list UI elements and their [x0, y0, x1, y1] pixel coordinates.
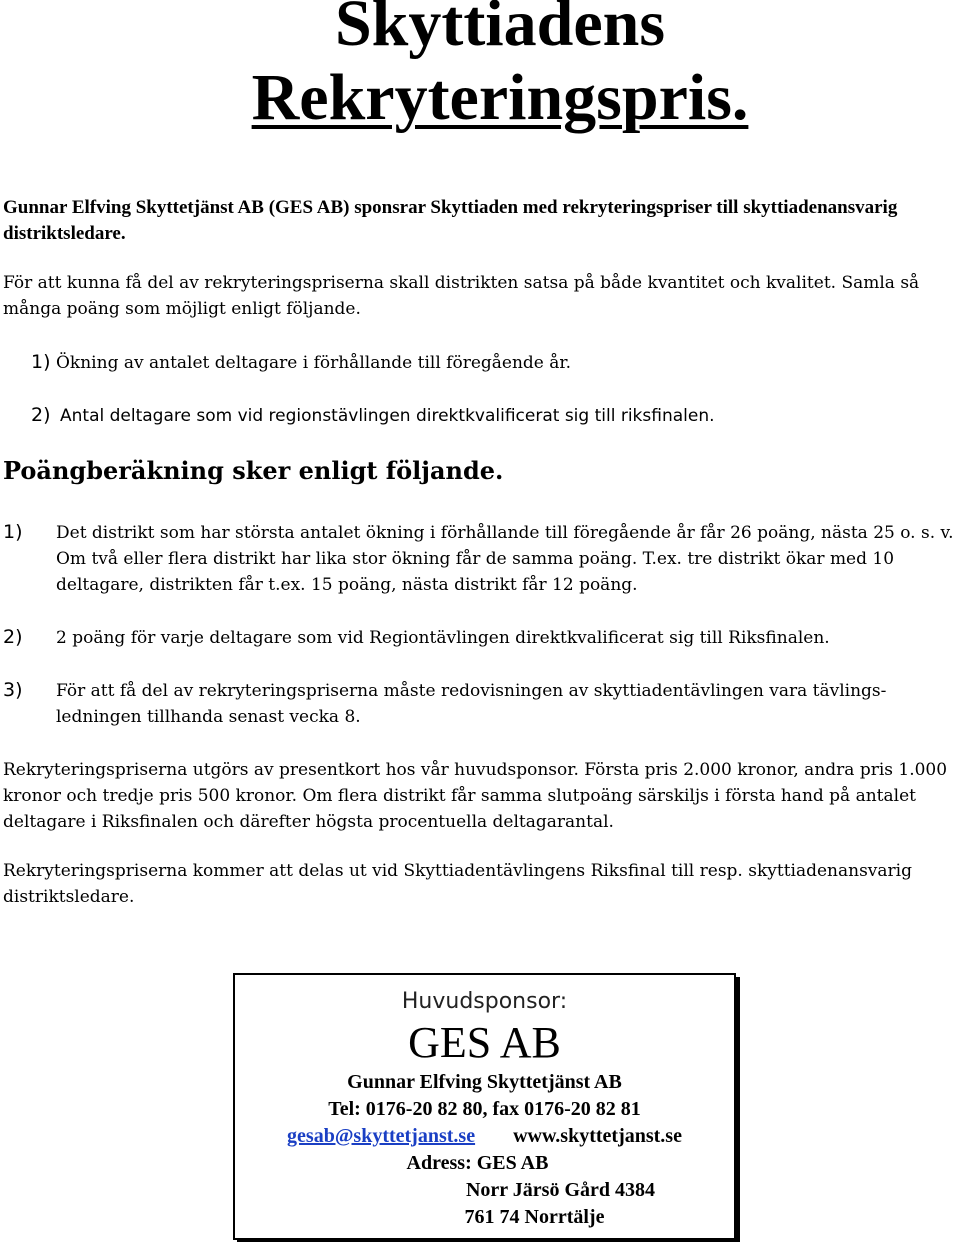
criteria-number: 1) [31, 351, 51, 373]
sponsor-contact-row [235, 1123, 734, 1150]
title-line-1: Skyttiadens [334, 0, 666, 60]
sponsor-company: Gunnar Elfving Skyttetjänst AB [347, 1071, 622, 1093]
intro-text: För att kunna få del av rekryteringspriserna skall distrikten satsa på både kvantitet och kvalitet. Samla så många poäng som möjligt enligt följande. [3, 273, 920, 319]
sponsor-box [233, 973, 736, 1240]
scoring-heading: Poängberäkning sker enligt följande. [3, 456, 504, 485]
sponsor-postal: 761 74 Norrtälje [464, 1206, 605, 1228]
title-line-2: Rekryteringspris. [251, 61, 749, 134]
sponsor-name: GES AB [408, 1018, 561, 1067]
sponsor-phone: Tel: 0176-20 82 80, fax 0176-20 82 81 [328, 1098, 641, 1120]
sponsor-address-label: Adress: GES AB [406, 1152, 549, 1174]
scoring-text: 2 poäng för varje deltagare som vid Regiontävlingen direktkvalificerat sig till Riksfinalen. [56, 628, 830, 648]
intro-sponsor-text: Gunnar Elfving Skyttetjänst AB (GES AB) sponsrar Skyttiaden med rekryteringspriser till skyttiadenansvarig distriktsledare. [3, 197, 898, 244]
sponsor-email-link[interactable]: gesab@skyttetjanst.se [287, 1125, 476, 1147]
criteria-number: 2) [31, 404, 51, 426]
sponsor-website: www.skyttetjanst.se [513, 1125, 682, 1147]
sponsor-label: Huvudsponsor: [401, 989, 568, 1014]
prizes-text: Rekryteringspriserna utgörs av presentkort hos vår huvudsponsor. Första pris 2.000 kronor, andra pris 1.000 kronor och tredje pris 500 kronor. Om flera distrikt får samma slutpoäng särskiljs i första hand på antalet deltagare i Riksfinalen och därefter högsta procentuella deltagarantal. [3, 760, 948, 832]
scoring-number: 1) [3, 521, 23, 543]
scoring-text: För att få del av rekryteringspriserna måste redovisningen av skyttiadentävlingen vara tävlings-ledningen tillhanda senast vecka 8. [56, 681, 887, 727]
sponsor-street: Norr Järsö Gård 4384 [465, 1179, 656, 1201]
criteria-text: Antal deltagare som vid regionstävlingen direktkvalificerat sig till riksfinalen. [60, 406, 715, 426]
scoring-number: 2) [3, 626, 23, 648]
handout-text: Rekryteringspriserna kommer att delas ut vid Skyttiadentävlingens Riksfinal till resp. skyttiadenansvarig distriktsledare. [3, 861, 912, 907]
scoring-number: 3) [3, 679, 23, 701]
criteria-text: Ökning av antalet deltagare i förhållande till föregående år. [56, 353, 572, 373]
scoring-text: Det distrikt som har största antalet ökning i förhållande till föregående år får 26 poäng, nästa 25 o. s. v. Om två eller flera distrikt har lika stor ökning får de samma poäng. T.ex. tre distrikt ökar med 10 deltagare, distrikten får t.ex. 15 poäng, nästa distrikt får 12 poäng. [56, 523, 954, 595]
